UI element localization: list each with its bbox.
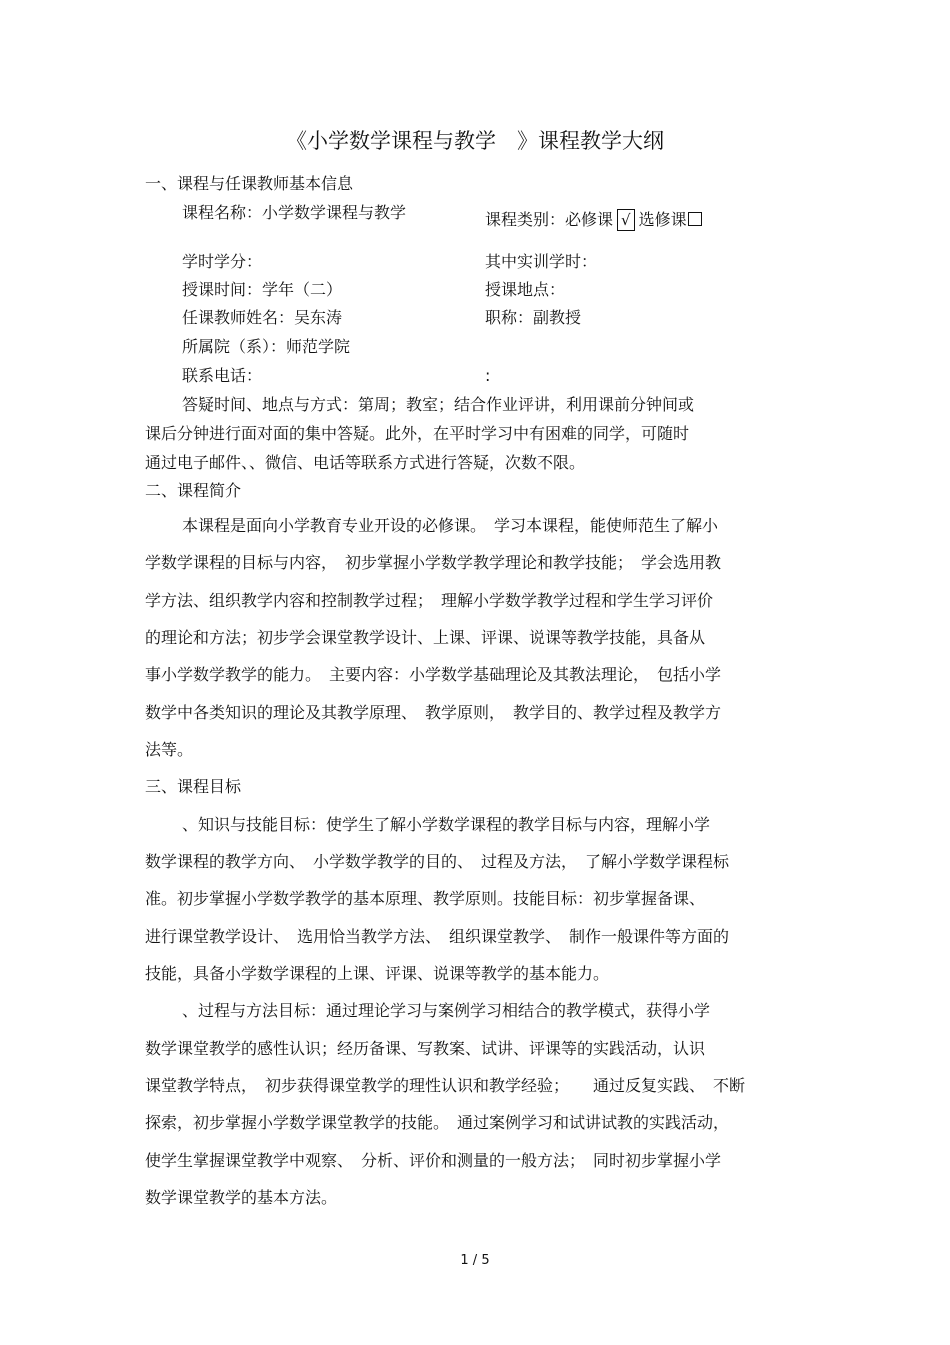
elective-checkbox[interactable] (688, 212, 702, 226)
teaching-time: 授课时间：学年（二） (182, 280, 343, 299)
document-title: 《小学数学课程与教学 》课程教学大纲 (286, 129, 664, 153)
course-type-label: 课程类别：必修课 (485, 210, 614, 229)
course-type (485, 208, 702, 232)
goal1-line: 、知识与技能目标：使学生了解小学数学课程的教学目标与内容，理解小学 (182, 815, 711, 834)
section-2-heading: 二、课程简介 (145, 481, 242, 500)
section-1-heading: 一、课程与任课教师基本信息 (145, 174, 354, 193)
goal2-line: 、过程与方法目标：通过理论学习与案例学习相结合的教学模式，获得小学 (182, 1001, 711, 1020)
intro-line: 学方法、组织教学内容和控制教学过程； 理解小学数学教学过程和学生学习评价 (145, 591, 714, 610)
intro-line: 数学中各类知识的理论及其教学原理、 教学原则， 教学目的、教学过程及教学方 (145, 703, 722, 722)
department: 所属院（系）：师范学院 (182, 337, 351, 356)
phone-colon: : (485, 366, 491, 385)
teacher-name: 任课教师姓名：吴东涛 (182, 308, 343, 327)
teaching-place: 授课地点： (485, 280, 566, 299)
teacher-title: 职称：副教授 (485, 308, 582, 327)
qa-line: 通过电子邮件、、微信、电话等联系方式进行答疑，次数不限。 (145, 453, 586, 472)
qa-line: 课后分钟进行面对面的集中答疑。此外，在平时学习中有困难的同学，可随时 (145, 424, 690, 443)
goal2-line: 使学生掌握课堂教学中观察、 分析、评价和测量的一般方法； 同时初步掌握小学 (145, 1151, 722, 1170)
goal1-line: 准。初步掌握小学数学教学的基本原理、教学原则。技能目标：初步掌握备课、 (145, 889, 706, 908)
qa-line: 答疑时间、地点与方式：第周；教室；结合作业评讲，利用课前分钟间或 (182, 395, 695, 414)
goal1-line: 进行课堂教学设计、 选用恰当教学方法、 组织课堂教学、 制作一般课件等方面的 (145, 927, 730, 946)
intro-line: 的理论和方法；初步学会课堂教学设计、上课、评课、说课等教学技能，具备从 (145, 628, 706, 647)
intro-line: 法等。 (145, 740, 194, 759)
credit-hours: 学时学分： (182, 252, 263, 271)
goal1-line: 数学课程的教学方向、 小学数学教学的目的、 过程及方法， 了解小学数学课程标 (145, 852, 730, 871)
course-name: 课程名称：小学数学课程与教学 (182, 203, 407, 222)
goal2-line: 课堂教学特点， 初步获得课堂教学的理性认识和教学经验； 通过反复实践、 不断 (145, 1076, 746, 1095)
intro-line: 本课程是面向小学教育专业开设的必修课。 学习本课程，能使师范生了解小 (182, 516, 719, 535)
required-checkbox[interactable]: √ (617, 209, 635, 231)
page-number: 1 / 5 (460, 1253, 490, 1268)
course-type-elective: 选修课 (638, 210, 687, 229)
goal2-line: 数学课堂教学的感性认识；经历备课、写教案、试讲、评课等的实践活动，认识 (145, 1039, 706, 1058)
intro-line: 学数学课程的目标与内容， 初步掌握小学数学教学理论和教学技能； 学会选用教 (145, 553, 722, 572)
goal2-line: 数学课堂教学的基本方法。 (145, 1188, 338, 1207)
practice-hours: 其中实训学时： (485, 252, 598, 271)
phone: 联系电话： (182, 366, 263, 385)
intro-line: 事小学数学教学的能力。 主要内容：小学数学基础理论及其教法理论， 包括小学 (145, 665, 722, 684)
section-3-heading: 三、课程目标 (145, 777, 242, 796)
goal2-line: 探索，初步掌握小学数学课堂教学的技能。 通过案例学习和试讲试教的实践活动， (145, 1113, 730, 1132)
goal1-line: 技能，具备小学数学课程的上课、评课、说课等教学的基本能力。 (145, 964, 610, 983)
